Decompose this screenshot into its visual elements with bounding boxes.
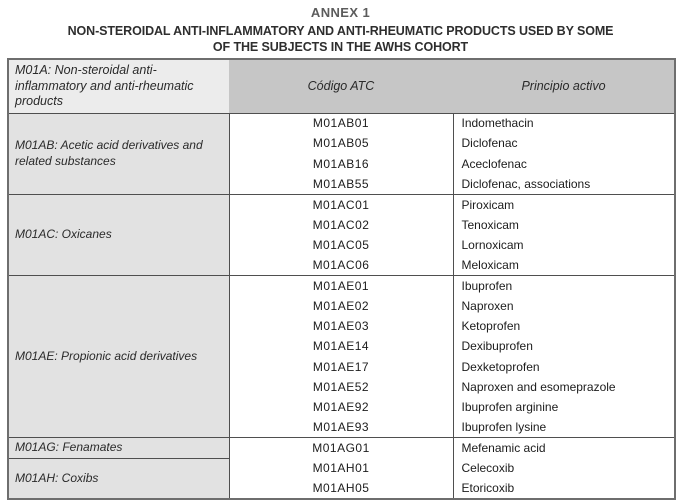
atc-code: M01AE02 xyxy=(229,296,453,316)
atc-code: M01AE93 xyxy=(229,417,453,437)
active-principle: Celecoxib xyxy=(453,458,675,478)
atc-code: M01AB01 xyxy=(229,113,453,133)
atc-code: M01AB55 xyxy=(229,174,453,194)
annex-heading: ANNEX 1 xyxy=(310,5,371,20)
figure-title xyxy=(0,0,681,55)
active-principle: Piroxicam xyxy=(453,194,675,214)
category-m01ae: M01AE: Propionic acid derivatives xyxy=(8,275,229,437)
header-products: M01A: Non-steroidal anti-inflammatory and anti-rheumatic products xyxy=(8,59,229,113)
atc-code: M01AH01 xyxy=(229,458,453,478)
category-m01ab: M01AB: Acetic acid derivatives and related substances xyxy=(8,113,229,194)
header-principio-activo: Principio activo xyxy=(453,59,675,113)
category-m01ah: M01AH: Coxibs xyxy=(8,458,229,499)
active-principle: Indomethacin xyxy=(453,113,675,133)
atc-code: M01AE52 xyxy=(229,377,453,397)
active-principle: Ibuprofen xyxy=(453,275,675,295)
active-principle: Dexketoprofen xyxy=(453,357,675,377)
title-line-3: OF THE SUBJECTS IN THE AWHS COHORT xyxy=(212,40,469,54)
active-principle: Meloxicam xyxy=(453,255,675,275)
table-row xyxy=(8,275,675,295)
atc-code: M01AE01 xyxy=(229,275,453,295)
active-principle: Ibuprofen arginine xyxy=(453,397,675,417)
active-principle: Aceclofenac xyxy=(453,154,675,174)
active-principle: Mefenamic acid xyxy=(453,438,675,459)
atc-code: M01AG01 xyxy=(229,438,453,459)
active-principle: Lornoxicam xyxy=(453,235,675,255)
active-principle: Diclofenac, associations xyxy=(453,174,675,194)
atc-code: M01AH05 xyxy=(229,479,453,499)
table-header-row xyxy=(8,59,675,113)
active-principle: Ketoprofen xyxy=(453,316,675,336)
atc-code: M01AB16 xyxy=(229,154,453,174)
atc-code: M01AE17 xyxy=(229,357,453,377)
atc-code: M01AE03 xyxy=(229,316,453,336)
atc-code: M01AC02 xyxy=(229,214,453,234)
active-principle: Naproxen and esomeprazole xyxy=(453,377,675,397)
table-row xyxy=(8,194,675,214)
table-row xyxy=(8,113,675,133)
active-principle: Diclofenac xyxy=(453,133,675,153)
table-row xyxy=(8,458,675,478)
category-m01ag: M01AG: Fenamates xyxy=(8,438,229,459)
atc-code: M01AB05 xyxy=(229,133,453,153)
category-m01ac: M01AC: Oxicanes xyxy=(8,194,229,275)
active-principle: Tenoxicam xyxy=(453,214,675,234)
header-codigo-atc: Código ATC xyxy=(229,59,453,113)
table-row xyxy=(8,438,675,459)
active-principle: Dexibuprofen xyxy=(453,336,675,356)
active-principle: Naproxen xyxy=(453,296,675,316)
title-line-2: NON-STEROIDAL ANTI-INFLAMMATORY AND ANTI-RHEUMATIC PRODUCTS USED BY SOME xyxy=(67,24,614,38)
nsaid-atc-table xyxy=(7,58,676,500)
atc-code: M01AE92 xyxy=(229,397,453,417)
atc-code: M01AC01 xyxy=(229,194,453,214)
active-principle: Etoricoxib xyxy=(453,479,675,499)
atc-code: M01AC05 xyxy=(229,235,453,255)
atc-code: M01AE14 xyxy=(229,336,453,356)
active-principle: Ibuprofen lysine xyxy=(453,417,675,437)
atc-code: M01AC06 xyxy=(229,255,453,275)
